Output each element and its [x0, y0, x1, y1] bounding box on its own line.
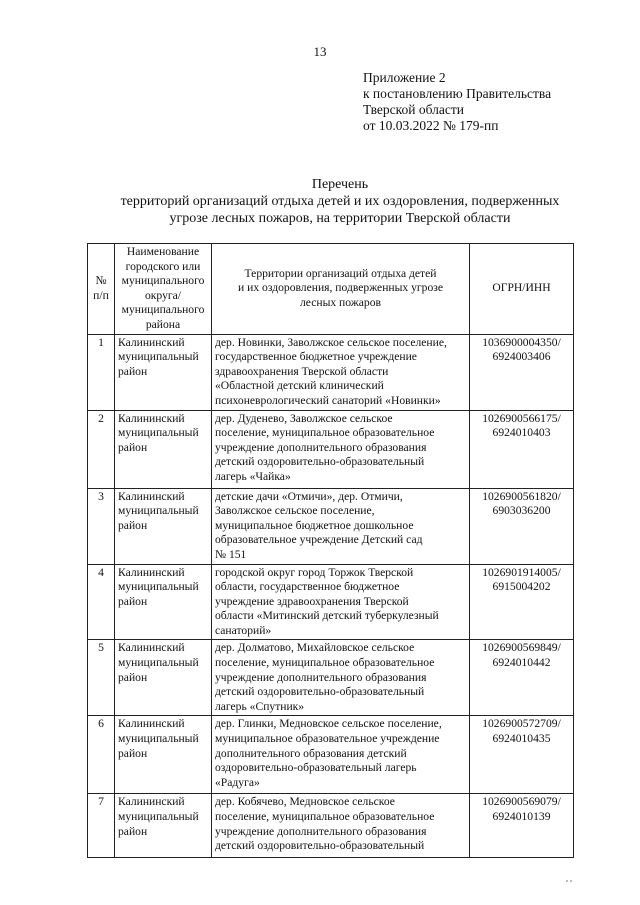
cell-district: [115, 716, 212, 794]
cell-line: №: [95, 274, 107, 288]
cell-line: детские дачи «Отмичи», дер. Отмичи,: [215, 489, 403, 503]
cell-line: учреждение дополнительного образования: [215, 440, 427, 454]
appendix-line: Приложение 2: [363, 70, 446, 85]
cell-district: [115, 488, 212, 564]
cell-line: 6915004202: [492, 580, 551, 594]
table-row: [88, 564, 574, 640]
cell-line: Наименование: [126, 245, 200, 258]
cell-line: 6: [98, 717, 104, 731]
cell-ogrn: [470, 488, 574, 564]
cell-line: лагерь «Чайка»: [215, 469, 291, 483]
cell-line: 1026900569079/: [482, 795, 561, 809]
cell-line: муниципальный: [118, 426, 199, 440]
cell-num: [88, 640, 115, 716]
page-number: 13: [313, 44, 327, 59]
cell-territory: [212, 334, 470, 410]
cell-line: 6924010435: [492, 732, 551, 746]
cell-line: государственное бюджетное учреждение: [215, 350, 417, 364]
cell-line: муниципальный: [118, 504, 199, 518]
cell-territory: [212, 564, 470, 640]
table-header-row: [88, 244, 574, 335]
cell-line: 6903036200: [492, 504, 551, 518]
cell-line: округа/: [145, 288, 181, 302]
cell-line: 1036900004350/: [482, 335, 561, 349]
cell-line: п/п: [93, 288, 109, 302]
cell-line: муниципальный: [118, 732, 199, 746]
cell-line: здравоохранения Тверской области: [215, 364, 389, 378]
cell-territory: [212, 410, 470, 488]
cell-line: 3: [98, 489, 104, 503]
cell-territory: [212, 488, 470, 564]
cell-line: поселение, муниципальное образовательное: [215, 426, 435, 440]
cell-line: учреждение здравоохранения Тверской: [215, 594, 409, 608]
cell-ogrn: [470, 640, 574, 716]
cell-line: учреждение дополнительного образования: [215, 670, 427, 684]
cell-line: поселение, муниципальное образовательное: [215, 656, 435, 670]
appendix-line: к постановлению Правительства: [363, 86, 552, 101]
cell-line: муниципальный: [118, 810, 199, 824]
cell-line: район: [118, 746, 148, 760]
cell-line: санаторий»: [215, 623, 272, 637]
cell-line: детский оздоровительно-образовательный: [215, 685, 425, 699]
cell-num: [88, 410, 115, 488]
cell-line: Калининский: [118, 489, 185, 503]
cell-line: «Областной детский клинический: [215, 379, 384, 393]
cell-num: [88, 488, 115, 564]
title-line: территорий организаций отдыха детей и их оздоровления, подверженных: [120, 194, 560, 209]
appendix-line: от 10.03.2022 № 179-пп: [363, 118, 499, 133]
cell-line: ОГРН/ИНН: [492, 281, 551, 295]
cell-district: [115, 564, 212, 640]
cell-line: дер. Дуденево, Заволжское сельское: [215, 411, 393, 425]
appendix-line: Тверской области: [363, 102, 464, 117]
cell-line: муниципального: [121, 274, 205, 288]
cell-line: «Радуга»: [215, 775, 260, 789]
cell-territory: [212, 716, 470, 794]
appendix-block: [363, 70, 623, 134]
cell-line: 4: [98, 565, 104, 579]
cell-line: дер. Глинки, Медновское сельское поселение,: [215, 717, 442, 731]
header-num: [88, 244, 115, 335]
cell-line: район: [118, 440, 148, 454]
cell-line: городского или: [125, 259, 201, 273]
cell-num: [88, 716, 115, 794]
cell-ogrn: [470, 334, 574, 410]
cell-line: муниципальный: [118, 580, 199, 594]
title-line: Перечень: [311, 177, 369, 192]
cell-district: [115, 334, 212, 410]
cell-ogrn: [470, 410, 574, 488]
cell-line: 6924010403: [492, 426, 551, 440]
cell-district: [115, 640, 212, 716]
cell-line: Калининский: [118, 565, 185, 579]
cell-line: 2: [98, 411, 104, 425]
header-territory: [212, 244, 470, 335]
cell-line: № 151: [215, 547, 247, 561]
cell-territory: [212, 794, 470, 858]
cell-line: образовательное учреждение Детский сад: [215, 533, 423, 547]
cell-line: 1026900569849/: [482, 641, 561, 655]
cell-line: оздоровительно-образовательный лагерь: [215, 761, 417, 775]
cell-line: район: [118, 364, 148, 378]
cell-line: поселение, муниципальное образовательное: [215, 810, 435, 824]
cell-line: муниципального: [121, 303, 205, 317]
cell-line: 6924010139: [492, 810, 551, 824]
table-row: [88, 410, 574, 488]
territories-table: [87, 243, 574, 858]
cell-line: лагерь «Спутник»: [215, 699, 305, 713]
cell-line: городской округ город Торжок Тверской: [215, 565, 414, 579]
table-body: [88, 334, 574, 858]
cell-line: дер. Новинки, Заволжское сельское поселение,: [215, 335, 447, 349]
cell-line: район: [118, 824, 148, 838]
title-line: угрозе лесных пожаров, на территории Тверской области: [169, 211, 511, 226]
cell-line: муниципальное бюджетное дошкольное: [215, 518, 414, 532]
cell-line: района: [145, 317, 181, 331]
cell-line: 6924010442: [492, 656, 551, 670]
document-title: [60, 176, 620, 227]
cell-ogrn: [470, 794, 574, 858]
cell-line: учреждение дополнительного образования: [215, 824, 427, 838]
cell-line: муниципальное образовательное учреждение: [215, 732, 440, 746]
cell-line: район: [118, 594, 148, 608]
cell-line: области, государственное бюджетное: [215, 580, 400, 594]
cell-territory: [212, 640, 470, 716]
cell-line: Калининский: [118, 717, 185, 731]
cell-line: психоневрологический санаторий «Новинки»: [215, 393, 441, 407]
cell-num: [88, 794, 115, 858]
cell-district: [115, 410, 212, 488]
cell-num: [88, 334, 115, 410]
cell-line: лесных пожаров: [300, 296, 381, 310]
cell-line: 7: [98, 795, 104, 809]
cell-line: район: [118, 518, 148, 532]
cell-line: Территории организаций отдыха детей: [244, 266, 437, 280]
header-ogrn: [470, 244, 574, 335]
table-row: [88, 488, 574, 564]
cell-line: район: [118, 670, 148, 684]
cell-line: Заволжское сельское поселение,: [215, 504, 375, 518]
cell-line: муниципальный: [118, 656, 199, 670]
cell-ogrn: [470, 716, 574, 794]
table-row: [88, 334, 574, 410]
cell-line: и их оздоровления, подверженных угрозе: [238, 281, 443, 295]
cell-line: муниципальный: [118, 350, 199, 364]
header-district: [115, 244, 212, 335]
cell-line: дер. Кобячево, Медновское сельское: [215, 795, 395, 809]
cell-district: [115, 794, 212, 858]
cell-line: дер. Долматово, Михайловское сельское: [215, 641, 415, 655]
cell-line: детский оздоровительно-образовательный: [215, 455, 425, 469]
cell-line: Калининский: [118, 411, 185, 425]
cell-ogrn: [470, 564, 574, 640]
cell-line: Калининский: [118, 795, 185, 809]
cell-line: области «Митинский детский туберкулезный: [215, 609, 439, 623]
cell-line: 1026900572709/: [482, 717, 561, 731]
cell-line: Калининский: [118, 335, 185, 349]
cell-line: 1026900566175/: [482, 411, 561, 425]
cell-line: детский оздоровительно-образовательный: [215, 839, 425, 853]
table-row: [88, 716, 574, 794]
cell-num: [88, 564, 115, 640]
cell-line: 5: [98, 641, 104, 655]
cell-line: дополнительного образования детский: [215, 746, 407, 760]
table-row: [88, 640, 574, 716]
cell-line: 6924003406: [492, 350, 551, 364]
cell-line: Калининский: [118, 641, 185, 655]
cell-line: 1026901914005/: [482, 565, 561, 579]
cell-line: 1026900561820/: [482, 489, 561, 503]
cell-line: 1: [98, 335, 104, 349]
footer-marks: [566, 869, 578, 871]
table-row: [88, 794, 574, 858]
